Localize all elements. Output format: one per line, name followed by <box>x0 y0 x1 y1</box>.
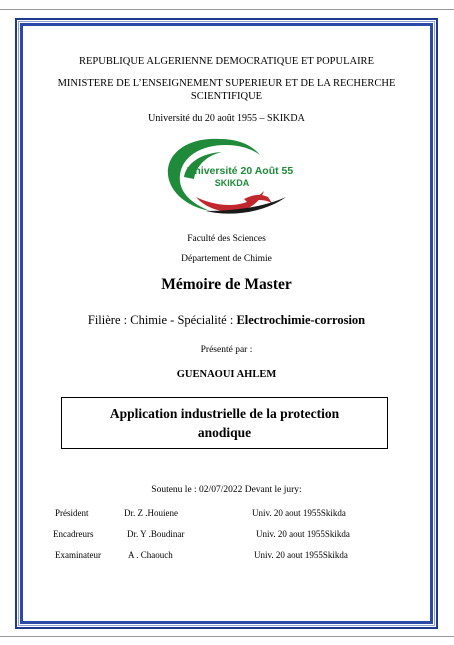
ministry-heading: MINISTERE DE L’ENSEIGNEMENT SUPERIEUR ET DE LA RECHERCHE <box>57 78 396 89</box>
jury-role: Encadreurs <box>53 529 94 539</box>
filiere-line <box>20 313 433 328</box>
department-name: Département de Chimie <box>181 254 272 264</box>
republic-heading: REPUBLIQUE ALGERIENNE DEMOCRATIQUE ET POPULAIRE <box>79 56 374 67</box>
filiere-speciality: Electrochimie-corrosion <box>236 313 366 327</box>
jury-role: Président <box>55 508 89 518</box>
university-name: Université du 20 août 1955 – SKIKDA <box>148 113 305 124</box>
jury-affiliation: Univ. 20 aout 1955Skikda <box>252 508 346 518</box>
subject-title-box <box>61 397 388 449</box>
subject-title-line1: Application industrielle de la protection <box>109 406 340 421</box>
defense-date: Soutenu le : 02/07/2022 Devant le jury: <box>151 485 302 495</box>
jury-name: Dr. Y .Boudinar <box>127 529 185 539</box>
bottom-rule <box>0 636 454 637</box>
ministry-heading-cont: SCIENTIFIQUE <box>190 91 263 102</box>
jury-affiliation: Univ. 20 aout 1955Skikda <box>254 550 348 560</box>
jury-affiliation: Univ. 20 aout 1955Skikda <box>256 529 350 539</box>
thesis-type: Mémoire de Master <box>161 276 292 293</box>
jury-role: Examinateur <box>55 550 101 560</box>
faculty-name: Faculté des Sciences <box>187 234 266 244</box>
logo-text-line1: Université 20 Août 55 <box>186 165 294 177</box>
jury-name: Dr. Z .Houiene <box>124 508 178 518</box>
author-name: GUENAOUI AHLEM <box>176 369 277 380</box>
jury-name: A . Chaouch <box>128 550 173 560</box>
top-rule <box>0 9 454 10</box>
presented-by-label: Présenté par : <box>200 345 253 355</box>
filiere-prefix: Filière : Chimie - Spécialité : <box>87 313 234 327</box>
logo-text-line2: SKIKDA <box>214 178 250 188</box>
logo-red-tail <box>244 195 272 203</box>
subject-title-line2: anodique <box>197 425 252 440</box>
university-logo <box>160 133 294 219</box>
